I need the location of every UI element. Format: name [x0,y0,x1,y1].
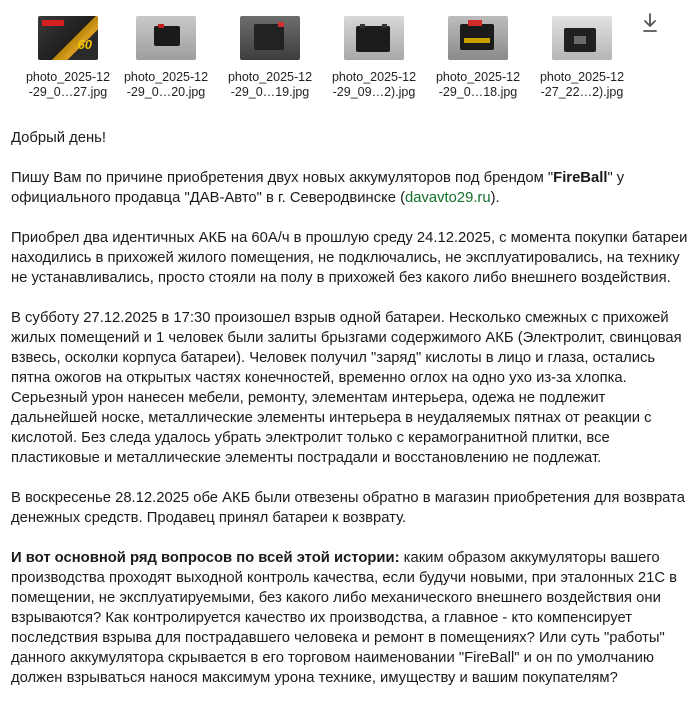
attachment-filename: photo_2025-12 -27_22…2).jpg [539,70,625,99]
seller-link[interactable]: davavto29.ru [405,190,491,206]
paragraph-intro-text: Пишу Вам по причине приобретения двух новых аккумуляторов под брендом " [11,170,554,186]
greeting: Добрый день! [11,130,106,146]
paragraph-intro-text-3: ). [490,190,500,206]
attachment-thumbnail[interactable] [344,16,404,60]
attachment-filename: photo_2025-12 -29_09…2).jpg [331,70,417,99]
attachment-filename: photo_2025-12 -29_0…27.jpg [25,70,111,99]
brand-name: FireBall [553,170,608,186]
paragraph-return: В воскресенье 28.12.2025 обе АКБ были отвезены обратно в магазин приобретения для возврата денежных средств. Продавец принял батареи к возврату. [11,490,685,526]
attachment-filename: photo_2025-12 -29_0…19.jpg [227,70,313,99]
attachment-thumbnail[interactable]: 60 [38,16,98,60]
attachment-filename: photo_2025-12 -29_0…18.jpg [435,70,521,99]
attachment-3[interactable] [218,8,322,100]
attachment-thumbnail[interactable] [136,16,196,60]
message-body [11,128,695,708]
paragraph-questions [11,548,695,688]
download-icon[interactable] [640,12,660,34]
attachment-thumbnail[interactable] [552,16,612,60]
questions-text: каким образом аккумуляторы вашего производства проходят выходной контроль качества, если будучи новыми, при эталонных 21С в помещении, не эксплуатируемыми, без какого либо механического внешнего воздействия они взрываются? Как контролируется качество их производства, а главное - кто компенсирует последствия взрыва для пострадавшего человека и ремонт в помещениях? Или суть "работы" данного аккумулятора скрывается в его торговом наименовании "FireBall" и он по умолчанию должен взрываться нанося максимум урона технике, имуществу и вашим покупателям? [11,550,678,686]
attachments-row [0,0,700,110]
attachment-thumbnail[interactable] [448,16,508,60]
attachment-thumbnail[interactable] [240,16,300,60]
questions-heading: И вот основной ряд вопросов по всей этой истории: [11,550,400,566]
paragraph-intro-text-2: " у официального продавца "ДАВ-Авто" в г. Северодвинске ( [11,170,625,206]
paragraph-explosion: В субботу 27.12.2025 в 17:30 произошел взрыв одной батареи. Несколько смежных с прихожей жилых помещений и 1 человек были залиты брызгами содержимого АКБ (Электролит, свинцовая взвесь, осколки корпуса батареи). Человек получил "заряд" кислоты в лицо и глаза, остались пятна ожогов на открытых частях конечностей, временно оглох на одно ухо из-за хлопка. Серьезный урон нанесен мебели, ремонту, элементам интерьера, одежа не подлежит дальнейшей носке, металлические элементы интерьера в неудаляемых пятнах от реакции с кислотой. Без следа удалось убрать электролит только с керамогранитной плитки, все пластиковые и металлические элементы пострадали и восстановлению не подлежат. [11,310,682,466]
attachment-filename: photo_2025-12 -29_0…20.jpg [123,70,209,99]
attachment-6[interactable] [530,8,634,100]
attachment-2[interactable] [114,8,218,100]
paragraph-intro [11,168,695,208]
attachment-5[interactable] [426,8,530,100]
paragraph-purchase: Приобрел два идентичных АКБ на 60А/ч в прошлую среду 24.12.2025, с момента покупки батареи находились в прихожей жилого помещения, не подключались, не эксплуатировались, на технику не устанавливались, просто стояли на полу в прихожей без какого либо внешнего воздействия. [11,230,688,286]
attachment-4[interactable] [322,8,426,100]
attachment-1[interactable] [16,8,120,100]
